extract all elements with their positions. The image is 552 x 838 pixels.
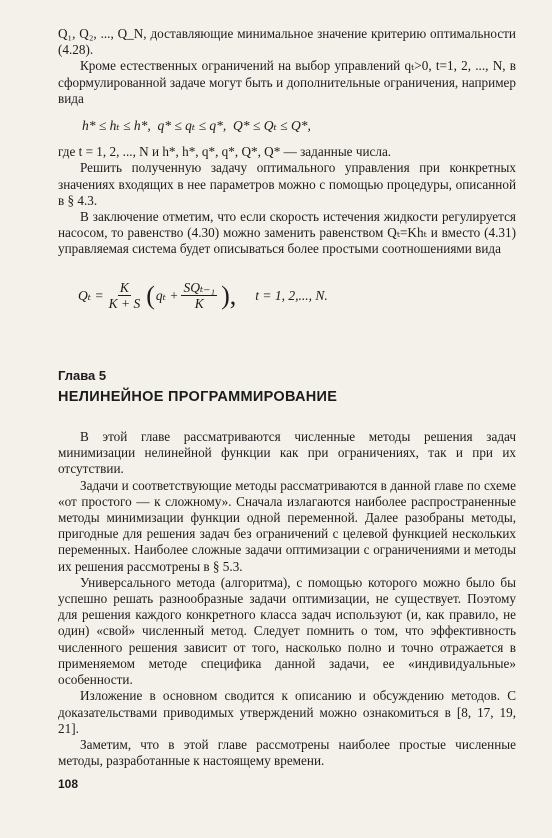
paragraph-exposition: Изложение в основном сводится к описанию и обсуждению методов. С доказательствами приводимых утверждений можно ознакомиться в [8, 17, 19, 21].	[58, 688, 516, 736]
paragraph-solve-problem: Решить полученную задачу оптимального управления при конкретных значениях входящих в нее параметров можно с помощью процедуры, описанной в § 4.3.	[58, 160, 516, 208]
paragraph-natural-constraints: Кроме естественных ограничений на выбор управлений qₜ>0, t=1, 2, ..., N, в сформулированной задаче могут быть и дополнительные ограничения, например вида	[58, 58, 516, 106]
close-paren: ),	[221, 280, 237, 310]
paragraph-universal-method: Универсального метода (алгоритма), с помощью которого можно было бы успешно решать разнообразные задачи оптимизации, не существует. Поэтому для решения каждого конкретного класса задач используют (и, как правило, не один) «свой» численный метод. Следует помнить о том, что эффективность численного решения зависит от того, насколько полно и точно отражается в применяемом методе специфика данной задачи, ее «индивидуальные» особенности.	[58, 574, 516, 688]
page-number: 108	[58, 777, 79, 791]
fraction-denominator: K	[194, 296, 204, 312]
fraction-sq-over-k	[181, 280, 217, 311]
formula-system	[78, 276, 516, 316]
chapter-title: НЕЛИНЕЙНОЕ ПРОГРАММИРОВАНИЕ	[58, 388, 338, 405]
open-paren: (	[146, 280, 155, 310]
chapter-number: Глава 5	[58, 367, 107, 383]
section-gap	[58, 326, 516, 368]
fraction-k-over-ks	[107, 280, 143, 311]
paragraph-note: Заметим, что в этой главе рассмотрены наиболее простые численные методы, разработанные к настоящему времени.	[58, 736, 516, 769]
formula-range: t = 1, 2,..., N.	[255, 287, 328, 303]
paragraph-given-numbers: где t = 1, 2, ..., N и h*, h*, q*, q*, Q*, Q* — заданные числа.	[58, 144, 392, 160]
fraction-numerator: K	[119, 280, 129, 296]
formula-lhs: Qₜ =	[78, 287, 104, 303]
formula-constraints: h* ≤ hₜ ≤ h*, q* ≤ qₜ ≤ q*, Q* ≤ Qₜ ≤ Q*,	[82, 118, 311, 134]
paragraph-control-sequence: Q₁, Q₂, ..., Q_N, доставляющие минимальное значение критерию оптимальности (4.28).	[58, 26, 516, 58]
paragraph-chapter-scheme: Задачи и соответствующие методы рассматриваются в данной главе по схеме «от простого — к сложному». Сначала излагаются наиболее распространенные методы минимизации функции одной переменной. Далее разобраны методы, пригодные для решения задач без ограничений с целевой функцией нескольких переменных. Наиболее сложные задачи оптимизации с ограничениями и методы их решения рассмотрены в § 5.3.	[58, 477, 516, 574]
fraction-numerator: SQₜ₋₁	[183, 280, 216, 296]
formula-term: qₜ +	[155, 287, 179, 303]
fraction-denominator: K + S	[108, 296, 141, 312]
paragraph-conclusion: В заключение отметим, что если скорость истечения жидкости регулируется насосом, то равенство (4.30) можно заменить равенством Qₜ=Khₜ и вместо (4.31) управляемая система будет описываться более простыми соотношениями вида	[58, 209, 516, 257]
paragraph-chapter-intro: В этой главе рассматриваются численные методы решения задач минимизации нелинейной функции как при ограничениях, так и при их отсутствии.	[58, 429, 516, 477]
